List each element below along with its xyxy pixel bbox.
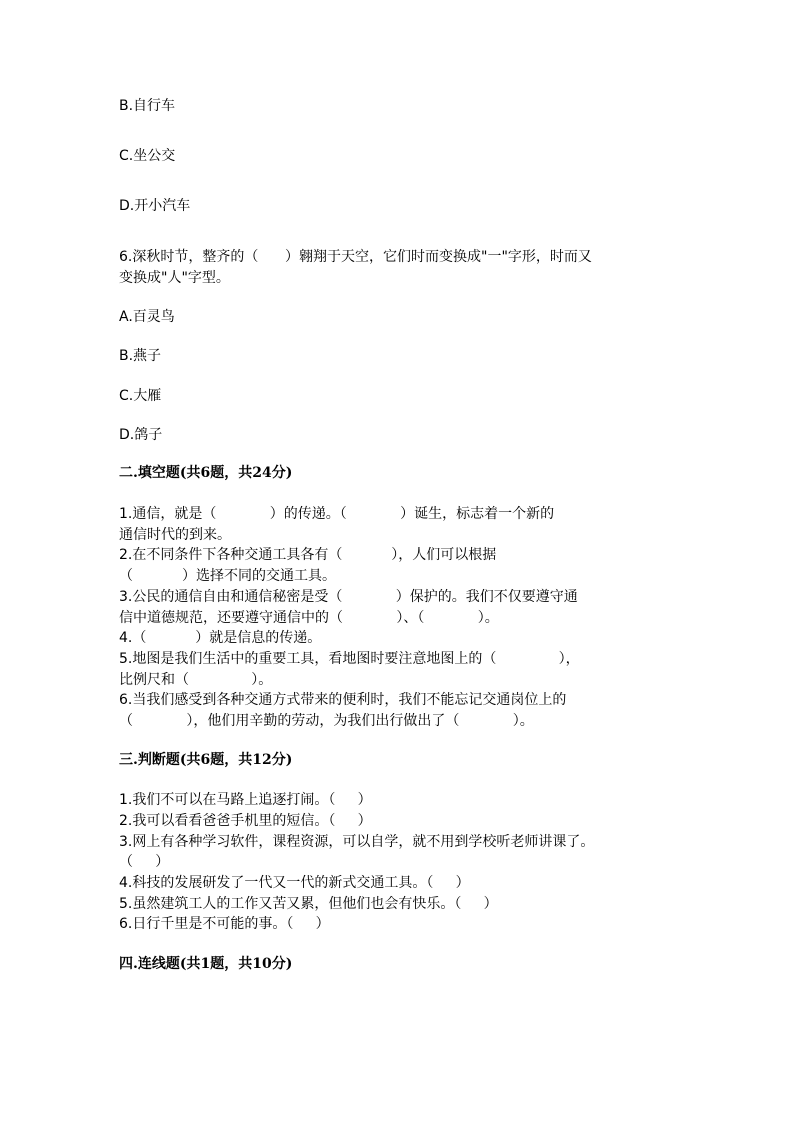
section3-line: 1.我们不可以在马路上追逐打闹。（ ） <box>119 792 372 808</box>
q5-option-b: B.自行车 <box>119 98 176 114</box>
section2-line: 通信时代的到来。 <box>119 527 231 543</box>
section3-title: 三.判断题(共6题，共12分) <box>119 752 293 768</box>
section2-line: 信中道德规范，还要遵守通信中的（ ）、（ ）。 <box>119 610 499 626</box>
q6-option-b: B.燕子 <box>119 348 162 364</box>
section2-line: （ ），他们用辛勤的劳动，为我们出行做出了（ ）。 <box>119 713 534 729</box>
section3-line: 6.日行千里是不可能的事。（ ） <box>119 916 330 932</box>
section2-line: 2.在不同条件下各种交通工具各有（ ），人们可以根据 <box>119 547 497 563</box>
section3-line: （ ） <box>119 854 170 870</box>
section3-line: 4.科技的发展研发了一代又一代的新式交通工具。（ ） <box>119 875 470 891</box>
section2-line: 6.当我们感受到各种交通方式带来的便利时，我们不能忘记交通岗位上的 <box>119 692 567 708</box>
section2-line: 5.地图是我们生活中的重要工具，看地图时要注意地图上的（ ）， <box>119 651 580 667</box>
q5-option-c: C.坐公交 <box>119 148 176 164</box>
section3-line: 2.我可以看看爸爸手机里的短信。（ ） <box>119 813 372 829</box>
section2-line: （ ）选择不同的交通工具。 <box>119 568 336 584</box>
section2-line: 比例尺和（ ）。 <box>119 672 273 688</box>
section4-title: 四.连线题(共1题，共10分) <box>119 956 293 972</box>
q6-option-d: D.鸽子 <box>119 427 163 443</box>
section2-title: 二.填空题(共6题，共24分) <box>119 465 293 481</box>
q5-option-d: D.开小汽车 <box>119 198 191 214</box>
section2-line: 1.通信，就是（ ）的传递。（ ）诞生，标志着一个新的 <box>119 506 555 522</box>
q6-stem-line2: 变换成"人"字型。 <box>119 270 230 286</box>
section3-line: 3.网上有各种学习软件，课程资源，可以自学，就不用到学校听老师讲课了。 <box>119 834 595 850</box>
q6-stem-line1: 6.深秋时节，整齐的（ ）翱翔于天空，它们时而变换成"一"字形，时而又 <box>119 249 592 265</box>
q6-option-a: A.百灵鸟 <box>119 309 175 325</box>
section2-line: 3.公民的通信自由和通信秘密是受（ ）保护的。我们不仅要遵守通 <box>119 589 578 605</box>
section2-line: 4.（ ）就是信息的传递。 <box>119 630 322 646</box>
q6-option-c: C.大雁 <box>119 388 162 404</box>
section3-line: 5.虽然建筑工人的工作又苦又累，但他们也会有快乐。（ ） <box>119 896 498 912</box>
